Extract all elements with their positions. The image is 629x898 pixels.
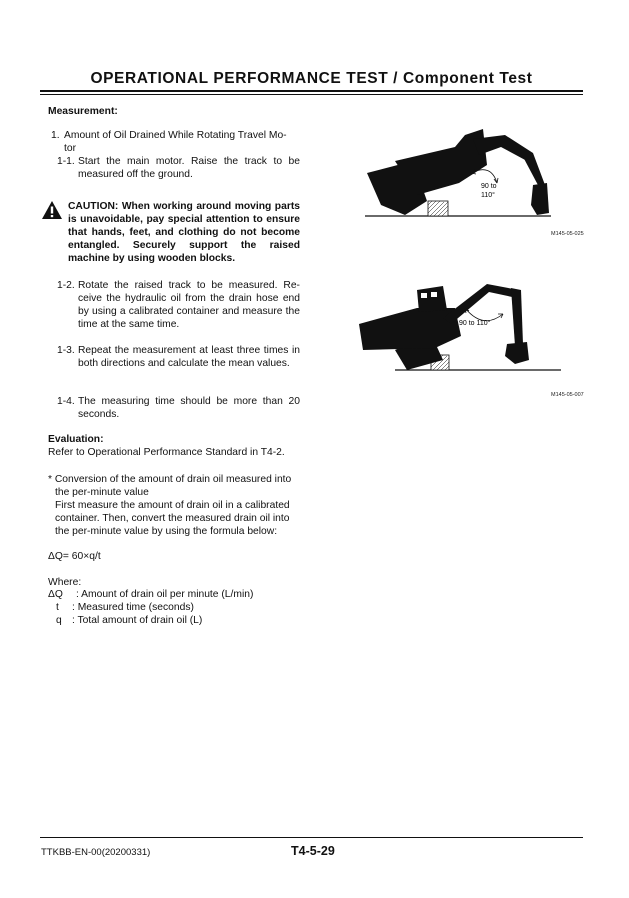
figure-2-code: M145-05-007 <box>551 392 584 398</box>
figure-2-angle-label: 90 to 110° <box>459 320 491 327</box>
footer-rule <box>40 837 583 838</box>
item-1 <box>51 129 301 155</box>
where-label: Where: <box>48 577 82 588</box>
evaluation-heading: Evaluation: <box>48 434 104 445</box>
figure-1-code: M145-05-025 <box>551 231 584 237</box>
figure-raised-track-2 <box>355 278 585 378</box>
definition-delta-q <box>48 588 300 601</box>
step-1-2-text: Rotate the raised track to be measured. Re-ceive the hydraulic oil from the drain hose end by using a calibrated container and measure the time at the same time. <box>78 280 300 330</box>
title-rule-thin <box>40 94 583 95</box>
evaluation-text: Refer to Operational Performance Standard in T4-2. <box>48 447 285 458</box>
caution-text: CAUTION: When working around moving parts is unavoidable, pay special attention to ensure that hands, feet, and clothing do not become entangled. Securely support the raised machine by using wooden blocks. <box>68 201 300 264</box>
step-1-2 <box>57 279 300 331</box>
figure-raised-track-1 <box>355 125 585 225</box>
figure-1-angle-label-1: 90 to <box>481 183 497 190</box>
definition-text: : Amount of drain oil per minute (L/min) <box>76 589 254 600</box>
definition-q <box>48 614 300 627</box>
item-1-number: 1. <box>51 130 60 141</box>
step-1-4-number: 1-4. <box>57 396 75 407</box>
footer-doc-code: TTKBB-EN-00(20200331) <box>41 847 151 858</box>
conversion-line-2: the per-minute value <box>55 487 149 498</box>
conversion-line-1: * Conversion of the amount of drain oil measured into <box>48 474 292 485</box>
figure-1-angle-label-2: 110° <box>481 192 495 199</box>
definition-text: : Measured time (seconds) <box>72 602 194 613</box>
item-1-line-1: Amount of Oil Drained While Rotating Travel Mo- <box>64 130 287 141</box>
conversion-block <box>48 473 308 538</box>
step-1-1-text: Start the main motor. Raise the track to be measured off the ground. <box>78 156 300 180</box>
definition-symbol: ΔQ <box>48 589 63 600</box>
step-1-2-number: 1-2. <box>57 280 75 291</box>
definition-symbol: q <box>56 615 62 626</box>
step-1-3-number: 1-3. <box>57 345 75 356</box>
definition-t <box>48 601 300 614</box>
step-1-1-number: 1-1. <box>57 156 75 167</box>
conversion-line-4: container. Then, convert the measured drain oil into <box>55 513 290 524</box>
step-1-3-text: Repeat the measurement at least three times in both directions and calculate the mean values. <box>78 345 300 369</box>
warning-triangle-icon <box>41 200 63 220</box>
conversion-line-3: First measure the amount of drain oil in a calibrated <box>55 500 290 511</box>
measurement-heading: Measurement: <box>48 106 118 117</box>
formula: ΔQ= 60×q/t <box>48 551 101 562</box>
definition-symbol: t <box>56 602 59 613</box>
step-1-1 <box>57 155 300 181</box>
step-1-4-text: The measuring time should be more than 20 seconds. <box>78 396 300 420</box>
page-title: OPERATIONAL PERFORMANCE TEST / Component Test <box>90 70 533 87</box>
conversion-line-5: the per-minute value by using the formula below: <box>55 526 278 537</box>
step-1-3 <box>57 344 300 370</box>
title-rule-thick <box>40 90 583 92</box>
item-1-line-2: tor <box>64 143 77 154</box>
step-1-4 <box>57 395 300 421</box>
footer-page-number: T4-5-29 <box>291 844 335 858</box>
definition-text: : Total amount of drain oil (L) <box>72 615 203 626</box>
